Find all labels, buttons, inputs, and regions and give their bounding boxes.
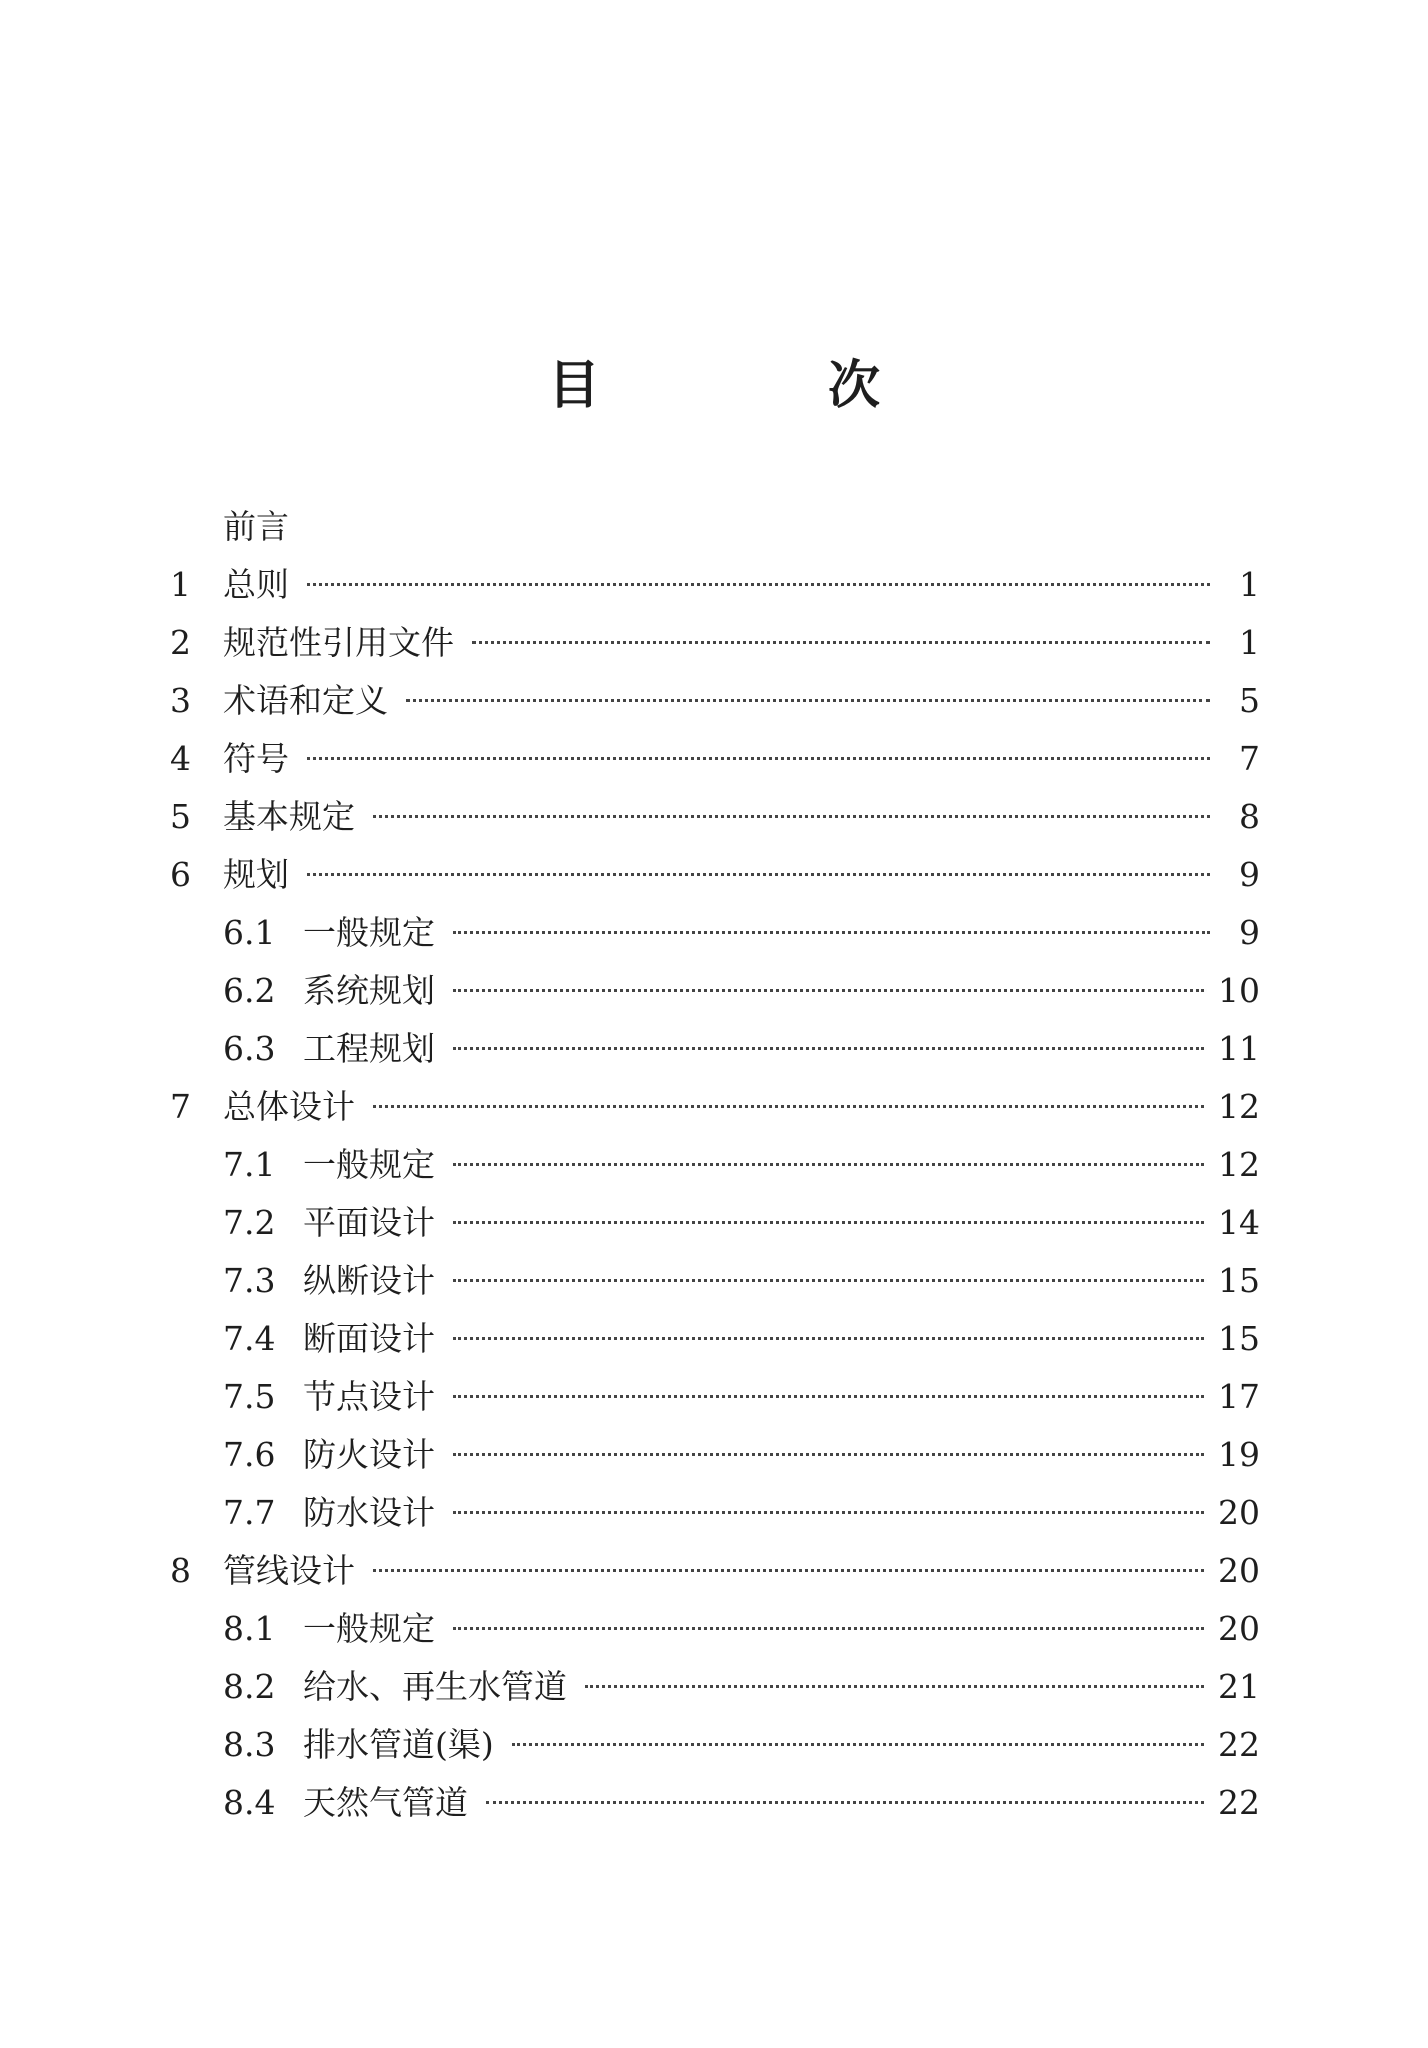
toc-entry-number: 6.3	[223, 1029, 276, 1068]
page-title: 目 次	[547, 356, 968, 416]
toc-subentry[interactable]	[170, 1020, 1260, 1078]
toc-entry-page-number: 1	[1239, 565, 1260, 604]
toc-entry-number: 7	[170, 1087, 191, 1126]
toc-subentry[interactable]	[170, 1600, 1260, 1658]
toc-entry-title: 符号	[223, 739, 289, 778]
toc-subentry[interactable]	[170, 1658, 1260, 1716]
toc-entry-page-number: 22	[1218, 1725, 1260, 1764]
toc-entry[interactable]	[170, 846, 1260, 904]
toc-entry-page-number: 20	[1218, 1493, 1260, 1532]
dot-leader	[453, 1453, 1204, 1456]
dot-leader	[512, 1743, 1204, 1746]
toc-entry[interactable]	[170, 614, 1260, 672]
toc-entry-page-number: 5	[1239, 681, 1260, 720]
toc-entry-number: 7.2	[223, 1203, 276, 1242]
toc-entry-number: 2	[170, 623, 191, 662]
toc-entry-page-number: 20	[1218, 1551, 1260, 1590]
toc-entry-number: 7.5	[223, 1377, 276, 1416]
toc-entry-title: 总体设计	[223, 1087, 355, 1126]
toc-subentry[interactable]	[170, 1484, 1260, 1542]
toc-subentry[interactable]	[170, 1310, 1260, 1368]
toc-entry-page-number: 1	[1239, 623, 1260, 662]
toc-entry-title: 平面设计	[303, 1203, 435, 1242]
dot-leader	[453, 1627, 1204, 1630]
toc-entry-title: 基本规定	[223, 797, 355, 836]
toc-subentry[interactable]	[170, 1252, 1260, 1310]
toc-entry-number: 6.1	[223, 913, 276, 952]
toc-subentry[interactable]	[170, 1136, 1260, 1194]
toc-entry-title: 天然气管道	[303, 1783, 468, 1822]
toc-entry-page-number: 19	[1218, 1435, 1260, 1474]
toc-entry-title: 纵断设计	[303, 1261, 435, 1300]
toc-entry-title: 节点设计	[303, 1377, 435, 1416]
toc-entry-number: 6	[170, 855, 191, 894]
toc-entry-page-number: 21	[1218, 1667, 1260, 1706]
toc-subentry[interactable]	[170, 1194, 1260, 1252]
dot-leader	[453, 989, 1204, 992]
dot-leader	[472, 641, 1210, 644]
toc-entry-page-number: 11	[1218, 1029, 1260, 1068]
toc-entry[interactable]	[170, 730, 1260, 788]
toc-entry-page-number: 10	[1218, 971, 1260, 1010]
dot-leader	[453, 1163, 1204, 1166]
toc-entry-page-number: 14	[1218, 1203, 1260, 1242]
dot-leader	[453, 1221, 1204, 1224]
toc-entry-page-number: 15	[1218, 1261, 1260, 1300]
toc-entry-number: 8.2	[223, 1667, 276, 1706]
toc-entry[interactable]	[170, 1542, 1260, 1600]
toc-entry-title: 规划	[223, 855, 289, 894]
toc-entry-page-number: 12	[1218, 1145, 1260, 1184]
toc-entry-page-number: 9	[1239, 913, 1260, 952]
toc-entry-title: 断面设计	[303, 1319, 435, 1358]
toc-entry-number: 8.4	[223, 1783, 276, 1822]
toc-entry-page-number: 7	[1239, 739, 1260, 778]
dot-leader	[585, 1685, 1204, 1688]
toc-entry-title: 防水设计	[303, 1493, 435, 1532]
dot-leader	[406, 699, 1210, 702]
toc-entry-title: 规范性引用文件	[223, 623, 454, 662]
toc-entry[interactable]	[170, 498, 1260, 556]
dot-leader	[307, 873, 1210, 876]
toc-subentry[interactable]	[170, 1368, 1260, 1426]
toc-entry-number: 7.4	[223, 1319, 276, 1358]
toc-entry-title: 排水管道(渠)	[303, 1725, 494, 1764]
toc-subentry[interactable]	[170, 1774, 1260, 1832]
toc-entry-title: 一般规定	[303, 913, 435, 952]
toc-entry-title: 总则	[223, 565, 289, 604]
toc-entry-number: 1	[170, 565, 191, 604]
toc-entry-number: 4	[170, 739, 191, 778]
dot-leader	[453, 1337, 1204, 1340]
toc-entry-number: 8.1	[223, 1609, 276, 1648]
toc-entry[interactable]	[170, 788, 1260, 846]
toc-entry-number: 3	[170, 681, 191, 720]
toc-entry-page-number: 8	[1239, 797, 1260, 836]
dot-leader	[307, 583, 1210, 586]
toc-entry-title: 管线设计	[223, 1551, 355, 1590]
toc-entry-number: 8	[170, 1551, 191, 1590]
toc-entry-page-number: 17	[1218, 1377, 1260, 1416]
toc-entry-page-number: 22	[1218, 1783, 1260, 1822]
toc-entry[interactable]	[170, 672, 1260, 730]
dot-leader	[453, 1395, 1204, 1398]
dot-leader	[453, 931, 1210, 934]
toc-entry-number: 5	[170, 797, 191, 836]
toc-entry-page-number: 20	[1218, 1609, 1260, 1648]
toc-entry-page-number: 15	[1218, 1319, 1260, 1358]
table-of-contents	[170, 498, 1260, 1832]
toc-entry[interactable]	[170, 1078, 1260, 1136]
toc-entry-title: 一般规定	[303, 1609, 435, 1648]
toc-entry-title: 术语和定义	[223, 681, 388, 720]
toc-entry-title: 一般规定	[303, 1145, 435, 1184]
toc-entry-number: 7.7	[223, 1493, 276, 1532]
dot-leader	[453, 1511, 1204, 1514]
dot-leader	[453, 1047, 1204, 1050]
dot-leader	[373, 1569, 1204, 1572]
toc-entry-title: 工程规划	[303, 1029, 435, 1068]
toc-entry-number: 7.1	[223, 1145, 276, 1184]
toc-subentry[interactable]	[170, 1716, 1260, 1774]
toc-entry-number: 6.2	[223, 971, 276, 1010]
toc-entry-number: 7.6	[223, 1435, 276, 1474]
dot-leader	[453, 1279, 1204, 1282]
toc-entry-title: 给水、再生水管道	[303, 1667, 567, 1706]
dot-leader	[307, 757, 1210, 760]
toc-subentry[interactable]	[170, 1426, 1260, 1484]
toc-entry[interactable]	[170, 556, 1260, 614]
toc-subentry[interactable]	[170, 962, 1260, 1020]
toc-subentry[interactable]	[170, 904, 1260, 962]
toc-entry-page-number: 12	[1218, 1087, 1260, 1126]
toc-entry-title: 防火设计	[303, 1435, 435, 1474]
toc-entry-number: 7.3	[223, 1261, 276, 1300]
toc-entry-title: 前言	[223, 507, 289, 546]
toc-entry-number: 8.3	[223, 1725, 276, 1764]
toc-entry-page-number: 9	[1239, 855, 1260, 894]
dot-leader	[373, 815, 1210, 818]
dot-leader	[486, 1801, 1204, 1804]
toc-entry-title: 系统规划	[303, 971, 435, 1010]
dot-leader	[373, 1105, 1204, 1108]
